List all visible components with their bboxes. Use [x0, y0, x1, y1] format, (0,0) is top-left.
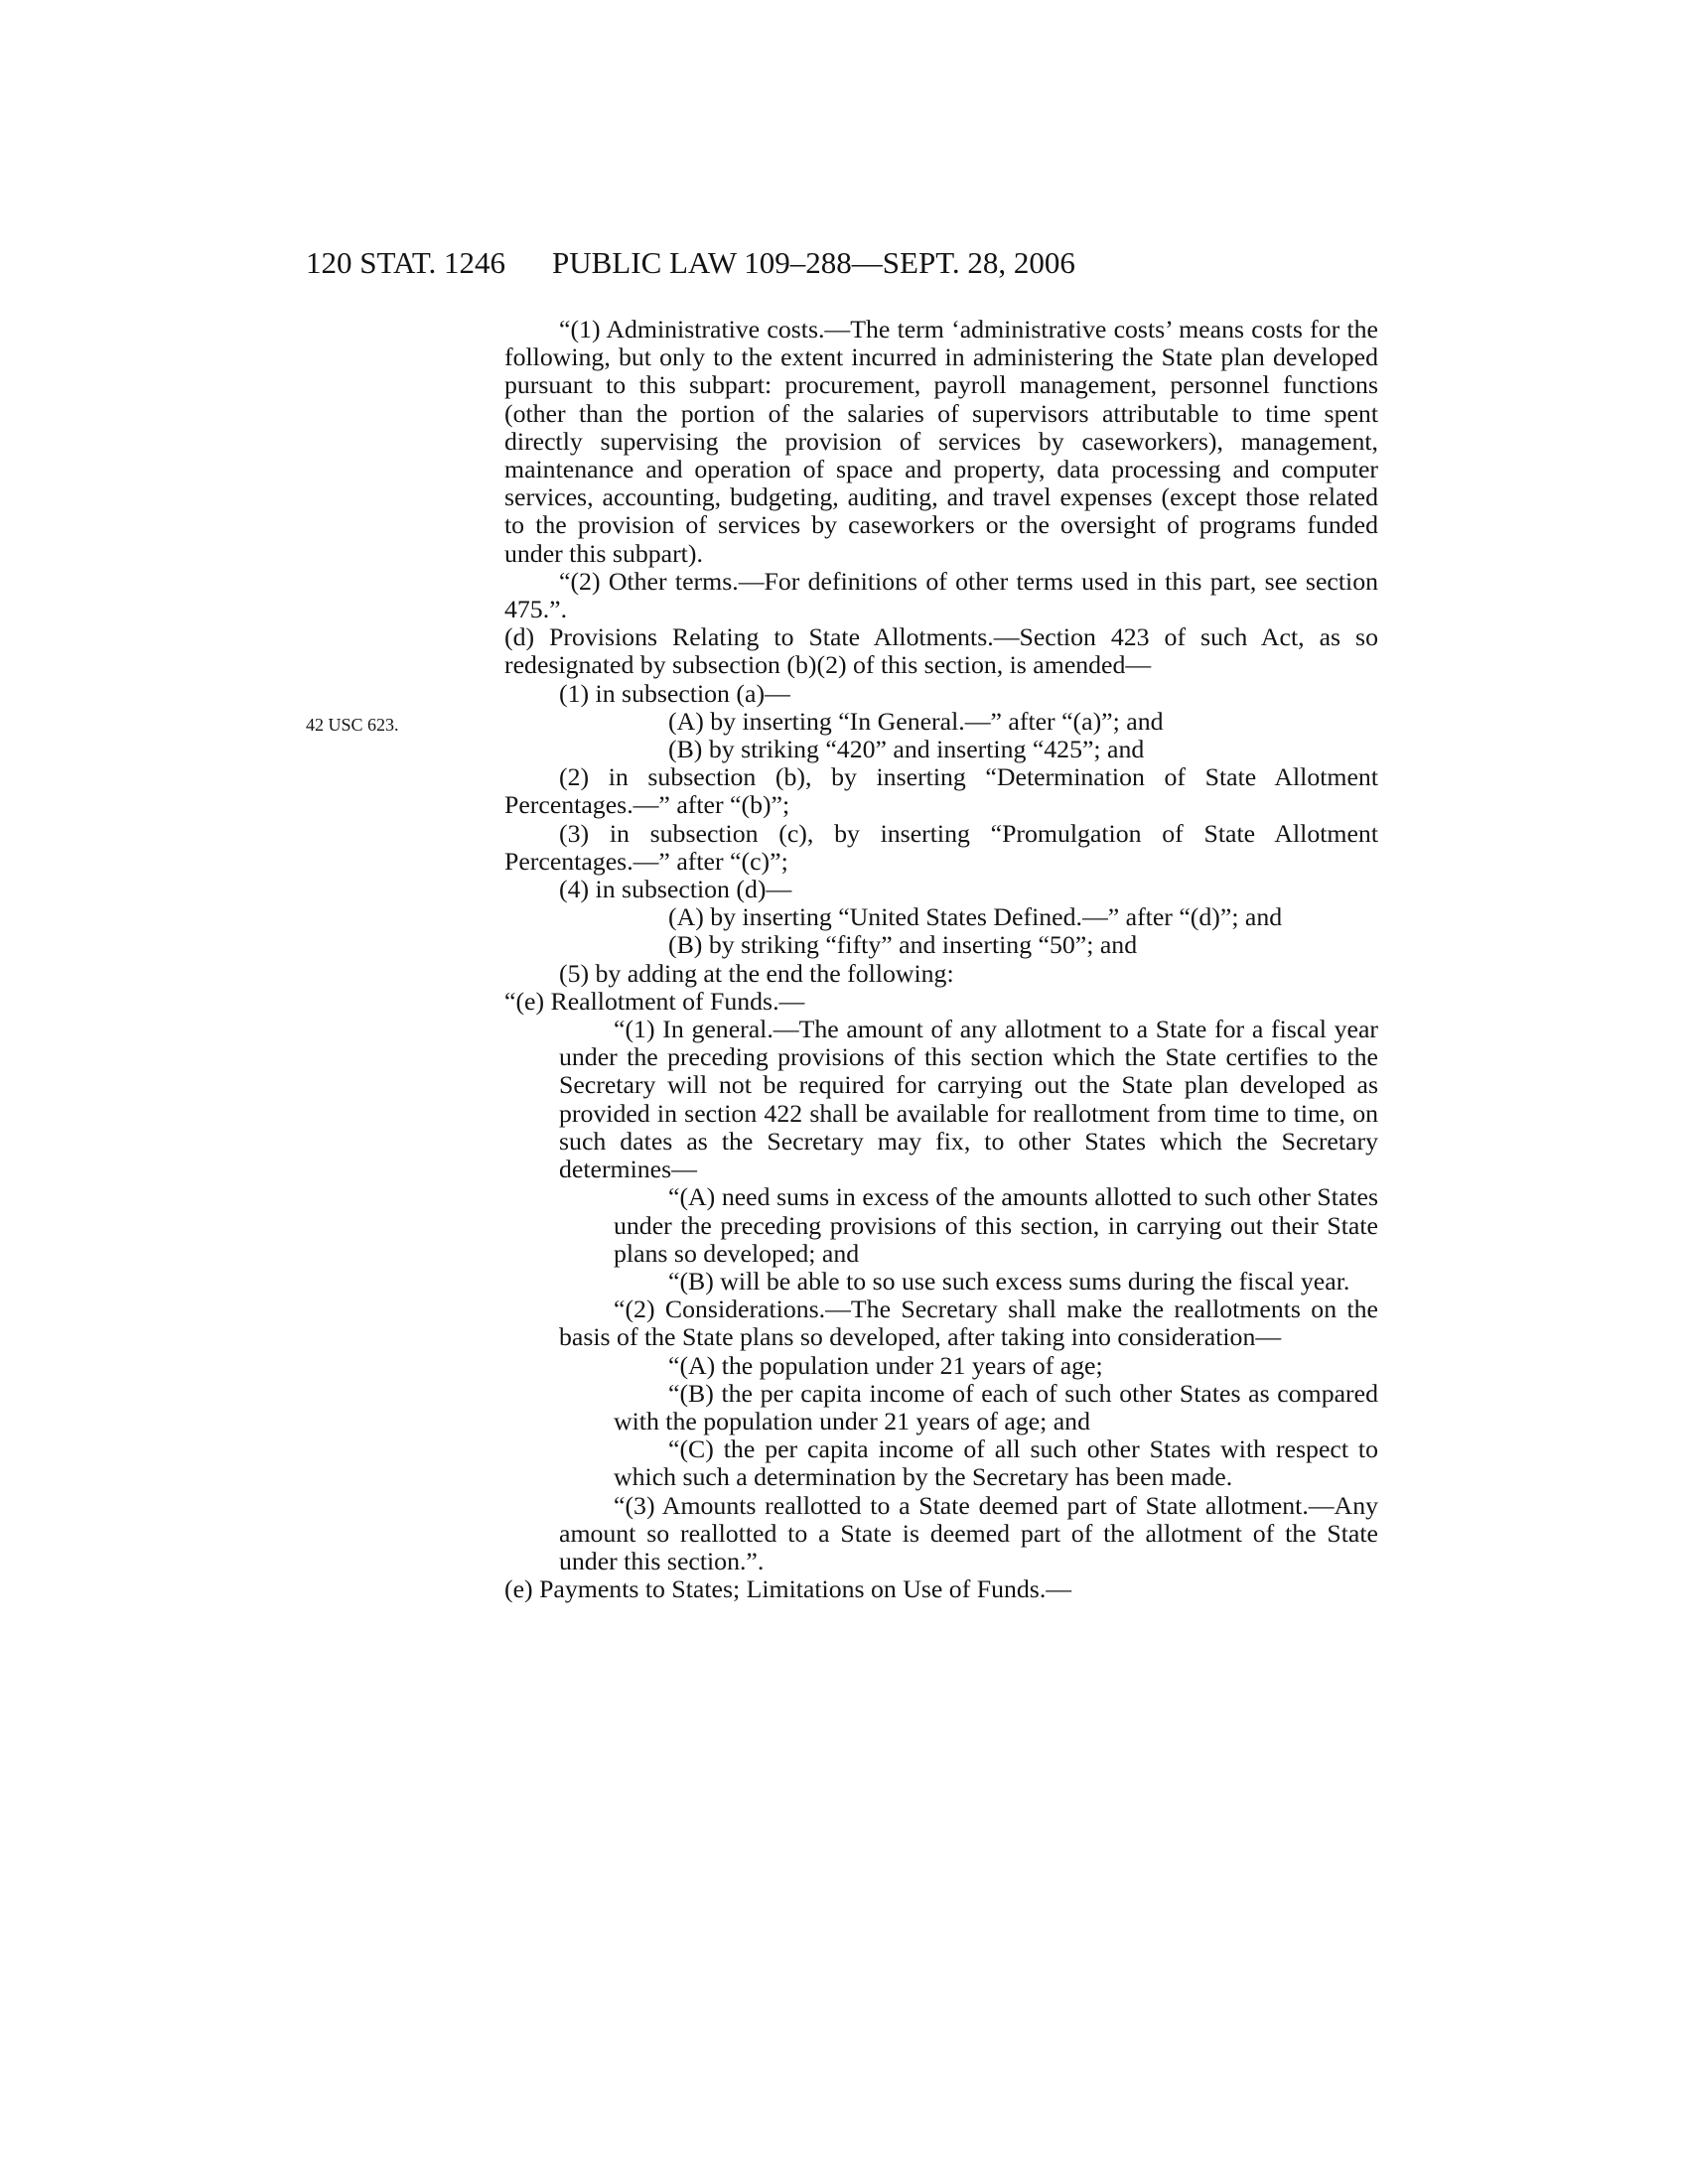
page-reference: 120 STAT. 1246 — [306, 245, 506, 280]
margin-citation: 42 USC 623. — [306, 715, 399, 735]
page-title: PUBLIC LAW 109–288—SEPT. 28, 2006 — [552, 245, 1075, 280]
paragraph: “(2) Other terms.—For definitions of other terms used in this part, see section 475.”. — [504, 566, 1378, 624]
paragraph: “(3) Amounts reallotted to a State deemed part of State allotment.—Any amount so reallotted to a State is deemed part of the allotment of the State under this section.”. — [559, 1490, 1378, 1575]
paragraph: (1) in subsection (a)— — [559, 678, 790, 708]
paragraph: (B) by striking “420” and inserting “425”; and — [668, 735, 1145, 764]
paragraph: (3) in subsection (c), by inserting “Promulgation of State Allotment Percentages.—” after “(c)”; — [504, 818, 1378, 876]
paragraph: “(e) Reallotment of Funds.— — [504, 986, 805, 1016]
paragraph: “(2) Considerations.—The Secretary shall make the reallotments on the basis of the State plans so developed, after taking into consideration— — [559, 1295, 1378, 1352]
paragraph: “(1) Administrative costs.—The term ‘administrative costs’ means costs for the following, but only to the extent incurred in administering the State plan developed pursuant to this subpart: procurement, payroll management, personnel functions (other than the portion of the salaries of supervisors attributable to time spent directly supervising the provision of services by caseworkers), management, maintenance and operation of space and property, data processing and computer services, accounting, budgeting, auditing, and travel expenses (except those related to the provision of services by caseworkers or the oversight of programs funded under this subpart). — [504, 315, 1378, 568]
paragraph: (e) Payments to States; Limitations on Use of Funds.— — [504, 1574, 1072, 1604]
paragraph: (A) by inserting “In General.—” after “(a)”; and — [668, 706, 1164, 736]
paragraph: (4) in subsection (d)— — [559, 875, 792, 904]
paragraph: “(1) In general.—The amount of any allotment to a State for a fiscal year under the preceding provisions of this section which the State certifies to the Secretary will not be required for carrying out the State plan developed as provided in section 422 shall be available for reallotment from time to time, on such dates as the Secretary may fix, to other States which the Secretary determines— — [559, 1015, 1378, 1184]
paragraph: “(A) need sums in excess of the amounts allotted to such other States under the preceding provisions of this section, in carrying out their State plans so developed; and — [614, 1182, 1378, 1268]
paragraph: (5) by adding at the end the following: — [559, 958, 954, 988]
paragraph: “(C) the per capita income of all such other States with respect to which such a determination by the Secretary has been made. — [614, 1434, 1378, 1492]
paragraph: (d) Provisions Relating to State Allotments.—Section 423 of such Act, as so redesignated by subsection (b)(2) of this section, is amended— — [504, 622, 1378, 680]
paragraph: “(A) the population under 21 years of age; — [668, 1350, 1103, 1380]
paragraph: “(B) the per capita income of each of such other States as compared with the population under 21 years of age; and — [614, 1378, 1378, 1435]
paragraph: (2) in subsection (b), by inserting “Determination of State Allotment Percentages.—” after “(b)”; — [504, 762, 1378, 820]
page-header — [0, 245, 1688, 285]
document-body — [504, 316, 1378, 1603]
paragraph: (B) by striking “fifty” and inserting “50”; and — [668, 930, 1138, 960]
paragraph: “(B) will be able to so use such excess sums during the fiscal year. — [668, 1266, 1350, 1296]
paragraph: (A) by inserting “United States Defined.—” after “(d)”; and — [668, 902, 1283, 932]
